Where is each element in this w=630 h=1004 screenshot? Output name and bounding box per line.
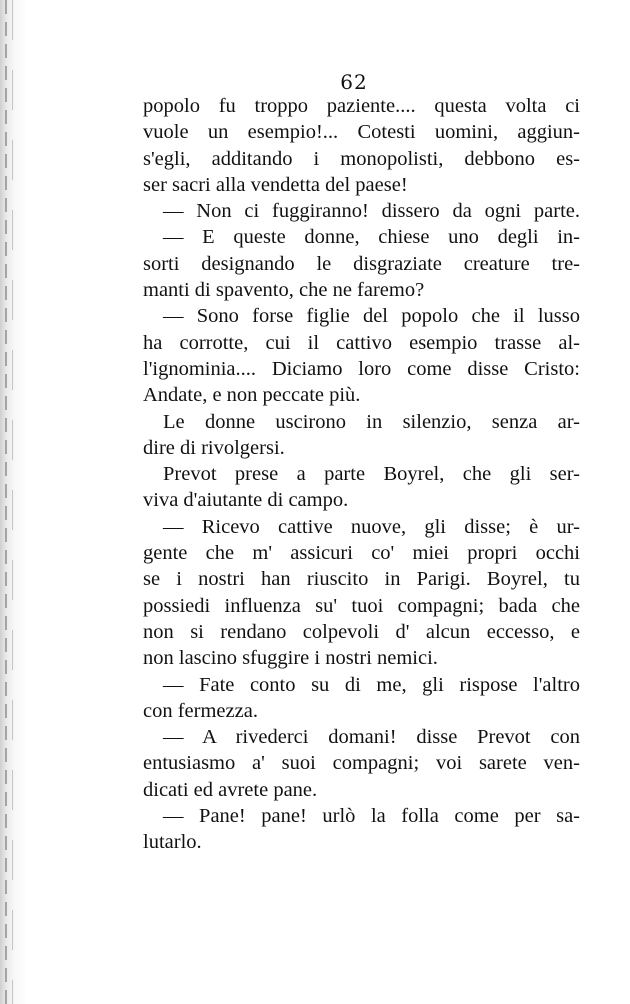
text-line: viva d'aiutante di campo. bbox=[143, 489, 349, 512]
text-line: vuole un esempio!... Cotesti uomini, aggiun- bbox=[143, 121, 580, 144]
text-line: lutarlo. bbox=[143, 831, 202, 854]
text-line: popolo fu troppo paziente.... questa volta ci bbox=[143, 95, 580, 117]
binding-shadow-line-secondary bbox=[12, 0, 13, 1004]
text-line: dicati ed avrete pane. bbox=[143, 778, 318, 801]
text-line: Le donne uscirono in silenzio, senza ar- bbox=[163, 410, 580, 433]
text-line: dire di rivolgersi. bbox=[143, 436, 285, 459]
body-text bbox=[143, 93, 580, 856]
text-line: manti di spavento, che ne faremo? bbox=[143, 279, 425, 302]
text-line: — Ricevo cattive nuove, gli disse; è ur- bbox=[163, 515, 580, 538]
text-line: — Fate conto su di me, gli rispose l'altro bbox=[163, 673, 580, 696]
text-line: entusiasmo a' suoi compagni; voi sarete ven- bbox=[143, 752, 580, 775]
text-line: non lascino sfuggire i nostri nemici. bbox=[143, 647, 438, 670]
text-line: — Pane! pane! urlò la folla come per sa- bbox=[163, 805, 580, 828]
text-line: se i nostri han riuscito in Parigi. Boyrel, tu bbox=[143, 568, 580, 591]
text-line: Prevot prese a parte Boyrel, che gli ser- bbox=[163, 463, 580, 486]
binding-shadow-line bbox=[5, 0, 7, 1004]
text-line: gente che m' assicuri co' miei propri occhi bbox=[143, 542, 580, 565]
text-line: Andate, e non peccate più. bbox=[143, 384, 361, 407]
text-line: possiedi influenza su' tuoi compagni; bada che bbox=[143, 594, 580, 617]
text-line: sorti designando le disgraziate creature tre- bbox=[143, 252, 580, 275]
text-line: — A rivederci domani! disse Prevot con bbox=[163, 726, 580, 749]
text-line: — Non ci fuggiranno! dissero da ogni parte. bbox=[163, 200, 580, 223]
text-line: — E queste donne, chiese uno degli in- bbox=[163, 226, 580, 249]
text-line: s'egli, additando i monopolisti, debbono es- bbox=[143, 147, 580, 170]
text-line: ser sacri alla vendetta del paese! bbox=[143, 173, 408, 196]
text-line: non si rendano colpevoli d' alcun eccesso, e bbox=[143, 620, 580, 643]
text-line: l'ignominia.... Diciamo loro come disse Cristo: bbox=[143, 357, 580, 380]
page-number: 62 bbox=[340, 70, 368, 94]
text-line: ha corrotte, cui il cattivo esempio trasse al- bbox=[143, 331, 580, 354]
text-line: — Sono forse figlie del popolo che il lusso bbox=[163, 305, 580, 328]
text-line: con fermezza. bbox=[143, 699, 258, 722]
